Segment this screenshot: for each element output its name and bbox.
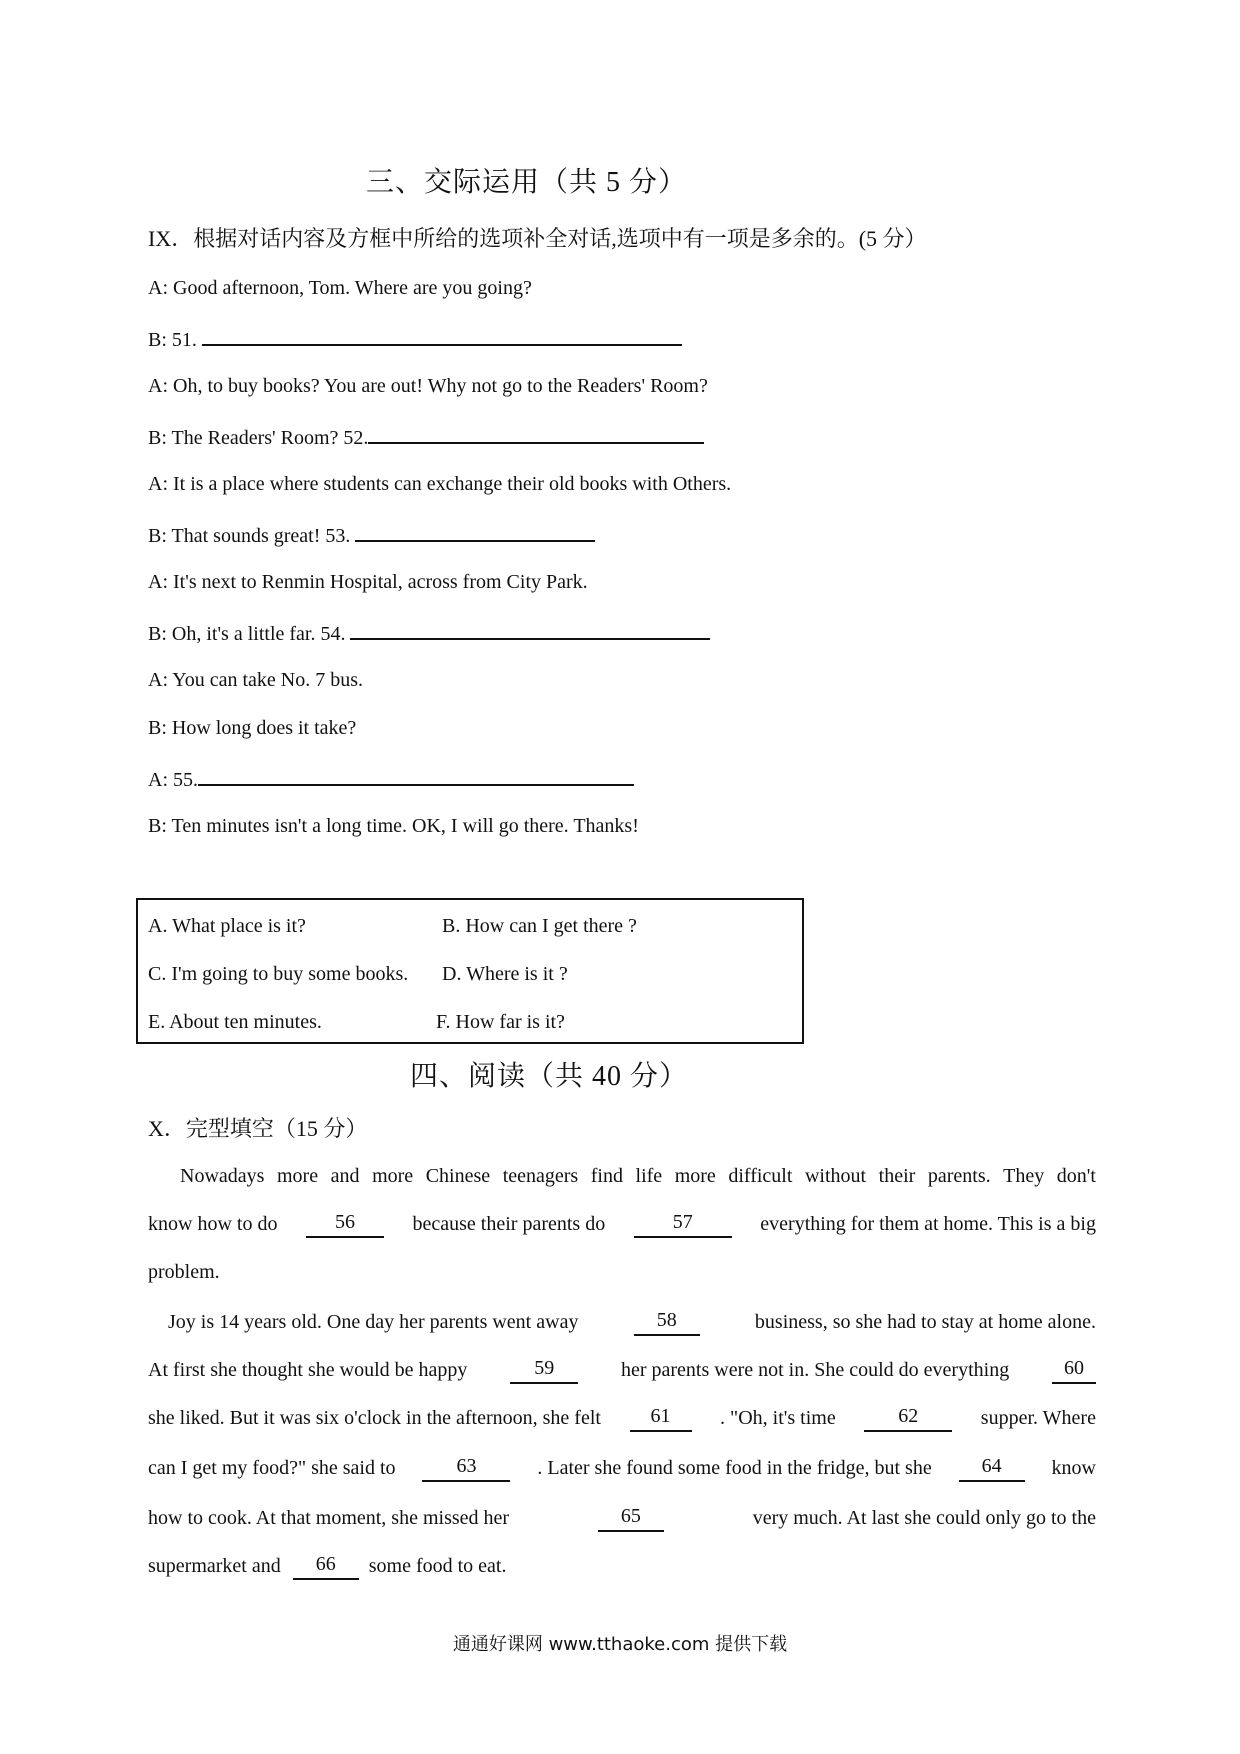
text-segment: supermarket and bbox=[148, 1555, 281, 1577]
answer-blank-51[interactable] bbox=[202, 322, 682, 346]
option-d: D. Where is it ? bbox=[442, 963, 568, 985]
para1-line3 bbox=[148, 1258, 1096, 1286]
question-heading-x: X．完型填空（15 分） bbox=[148, 1116, 368, 1141]
para1-line1 bbox=[180, 1162, 1096, 1190]
word: and bbox=[330, 1165, 360, 1187]
dialogue-line-2 bbox=[148, 322, 682, 354]
word: find bbox=[590, 1165, 623, 1187]
text-segment: know how to do bbox=[148, 1213, 278, 1235]
text-segment: she liked. But it was six o'clock in the afternoon, she felt bbox=[148, 1407, 601, 1429]
para1-line2 bbox=[148, 1210, 1096, 1238]
option-b: B. How can I get there ? bbox=[442, 915, 637, 937]
word: more bbox=[276, 1165, 319, 1187]
dialogue-text: B: The Readers' Room? 52. bbox=[148, 427, 369, 449]
cloze-blank-61[interactable]: 61 bbox=[630, 1404, 692, 1432]
cloze-blank-66[interactable]: 66 bbox=[293, 1552, 359, 1580]
text-segment: . Later she found some food in the fridge, but she bbox=[537, 1457, 932, 1479]
text-segment: problem. bbox=[148, 1261, 220, 1283]
word: difficult bbox=[728, 1165, 793, 1187]
text-segment: . "Oh, it's time bbox=[720, 1407, 836, 1429]
option-c: C. I'm going to buy some books. bbox=[148, 963, 409, 985]
dialogue-text: B: Oh, it's a little far. 54. bbox=[148, 623, 346, 645]
cloze-blank-56[interactable]: 56 bbox=[306, 1210, 384, 1238]
options-box bbox=[136, 898, 804, 1044]
footer-credit: 通通好课网 www.tthaoke.com 提供下载 bbox=[452, 1634, 788, 1655]
section-title-communication: 三、交际运用（共 5 分） bbox=[366, 167, 688, 198]
para2-line6 bbox=[148, 1552, 1096, 1580]
answer-blank-52[interactable] bbox=[368, 420, 704, 444]
option-e: E. About ten minutes. bbox=[148, 1011, 322, 1033]
cloze-blank-60[interactable]: 60 bbox=[1052, 1356, 1096, 1384]
word: more bbox=[674, 1165, 716, 1187]
option-f: F. How far is it? bbox=[436, 1011, 565, 1033]
word: teenagers bbox=[502, 1165, 579, 1187]
text-segment: how to cook. At that moment, she missed her bbox=[148, 1507, 510, 1529]
para2-line2 bbox=[148, 1356, 1096, 1384]
text-segment: supper. Where bbox=[980, 1407, 1096, 1429]
dialogue-line-6 bbox=[148, 518, 595, 550]
dialogue-text: B: That sounds great! 53. bbox=[148, 525, 351, 547]
word: without bbox=[804, 1165, 867, 1187]
dialogue-line-11 bbox=[148, 762, 634, 794]
dialogue-line-8 bbox=[148, 616, 710, 648]
para2-line1 bbox=[168, 1308, 1096, 1336]
text-segment: Joy is 14 years old. One day her parents went away bbox=[168, 1311, 579, 1333]
text-segment: some food to eat. bbox=[368, 1555, 507, 1577]
word: parents. bbox=[927, 1165, 991, 1187]
dialogue-line-5: A: It is a place where students can exchange their old books with Others. bbox=[148, 473, 732, 495]
dialogue-text: B: 51. bbox=[148, 329, 197, 351]
cloze-blank-63[interactable]: 63 bbox=[422, 1454, 510, 1482]
dialogue-line-9: A: You can take No. 7 bus. bbox=[148, 669, 363, 691]
text-segment: At first she thought she would be happy bbox=[148, 1359, 468, 1381]
cloze-blank-59[interactable]: 59 bbox=[510, 1356, 578, 1384]
text-segment: because their parents do bbox=[412, 1213, 606, 1235]
cloze-blank-62[interactable]: 62 bbox=[864, 1404, 952, 1432]
word: life bbox=[635, 1165, 663, 1187]
cloze-blank-64[interactable]: 64 bbox=[959, 1454, 1025, 1482]
text-segment: know bbox=[1051, 1457, 1096, 1479]
word: don't bbox=[1056, 1165, 1096, 1187]
section-title-reading: 四、阅读（共 40 分） bbox=[410, 1061, 689, 1092]
text-segment: business, so she had to stay at home alone. bbox=[754, 1311, 1096, 1333]
cloze-blank-65[interactable]: 65 bbox=[598, 1504, 664, 1532]
para2-line4 bbox=[148, 1454, 1096, 1482]
dialogue-line-7: A: It's next to Renmin Hospital, across from City Park. bbox=[148, 571, 588, 593]
answer-blank-53[interactable] bbox=[355, 518, 595, 542]
dialogue-line-4 bbox=[148, 420, 704, 452]
word: Nowadays bbox=[180, 1165, 265, 1187]
word: Chinese bbox=[425, 1165, 491, 1187]
word: more bbox=[372, 1165, 414, 1187]
dialogue-line-10: B: How long does it take? bbox=[148, 717, 357, 739]
dialogue-line-12: B: Ten minutes isn't a long time. OK, I will go there. Thanks! bbox=[148, 815, 639, 837]
answer-blank-54[interactable] bbox=[350, 616, 710, 640]
cloze-blank-58[interactable]: 58 bbox=[634, 1308, 700, 1336]
word: They bbox=[1003, 1165, 1045, 1187]
text-segment: can I get my food?" she said to bbox=[148, 1457, 396, 1479]
para2-line3 bbox=[148, 1404, 1096, 1432]
dialogue-line-3: A: Oh, to buy books? You are out! Why not go to the Readers' Room? bbox=[148, 375, 708, 397]
para2-line5 bbox=[148, 1504, 1096, 1532]
option-a: A. What place is it? bbox=[148, 915, 306, 937]
dialogue-text: A: 55. bbox=[148, 769, 198, 791]
answer-blank-55[interactable] bbox=[198, 762, 634, 786]
text-segment: very much. At last she could only go to the bbox=[752, 1507, 1096, 1529]
word: their bbox=[878, 1165, 916, 1187]
dialogue-line-1: A: Good afternoon, Tom. Where are you going? bbox=[148, 277, 532, 299]
text-segment: everything for them at home. This is a big bbox=[760, 1213, 1096, 1235]
text-segment: her parents were not in. She could do everything bbox=[620, 1359, 1010, 1381]
question-heading-ix: IX．根据对话内容及方框中所给的选项补全对话,选项中有一项是多余的。(5 分） bbox=[148, 226, 927, 251]
cloze-blank-57[interactable]: 57 bbox=[634, 1210, 732, 1238]
